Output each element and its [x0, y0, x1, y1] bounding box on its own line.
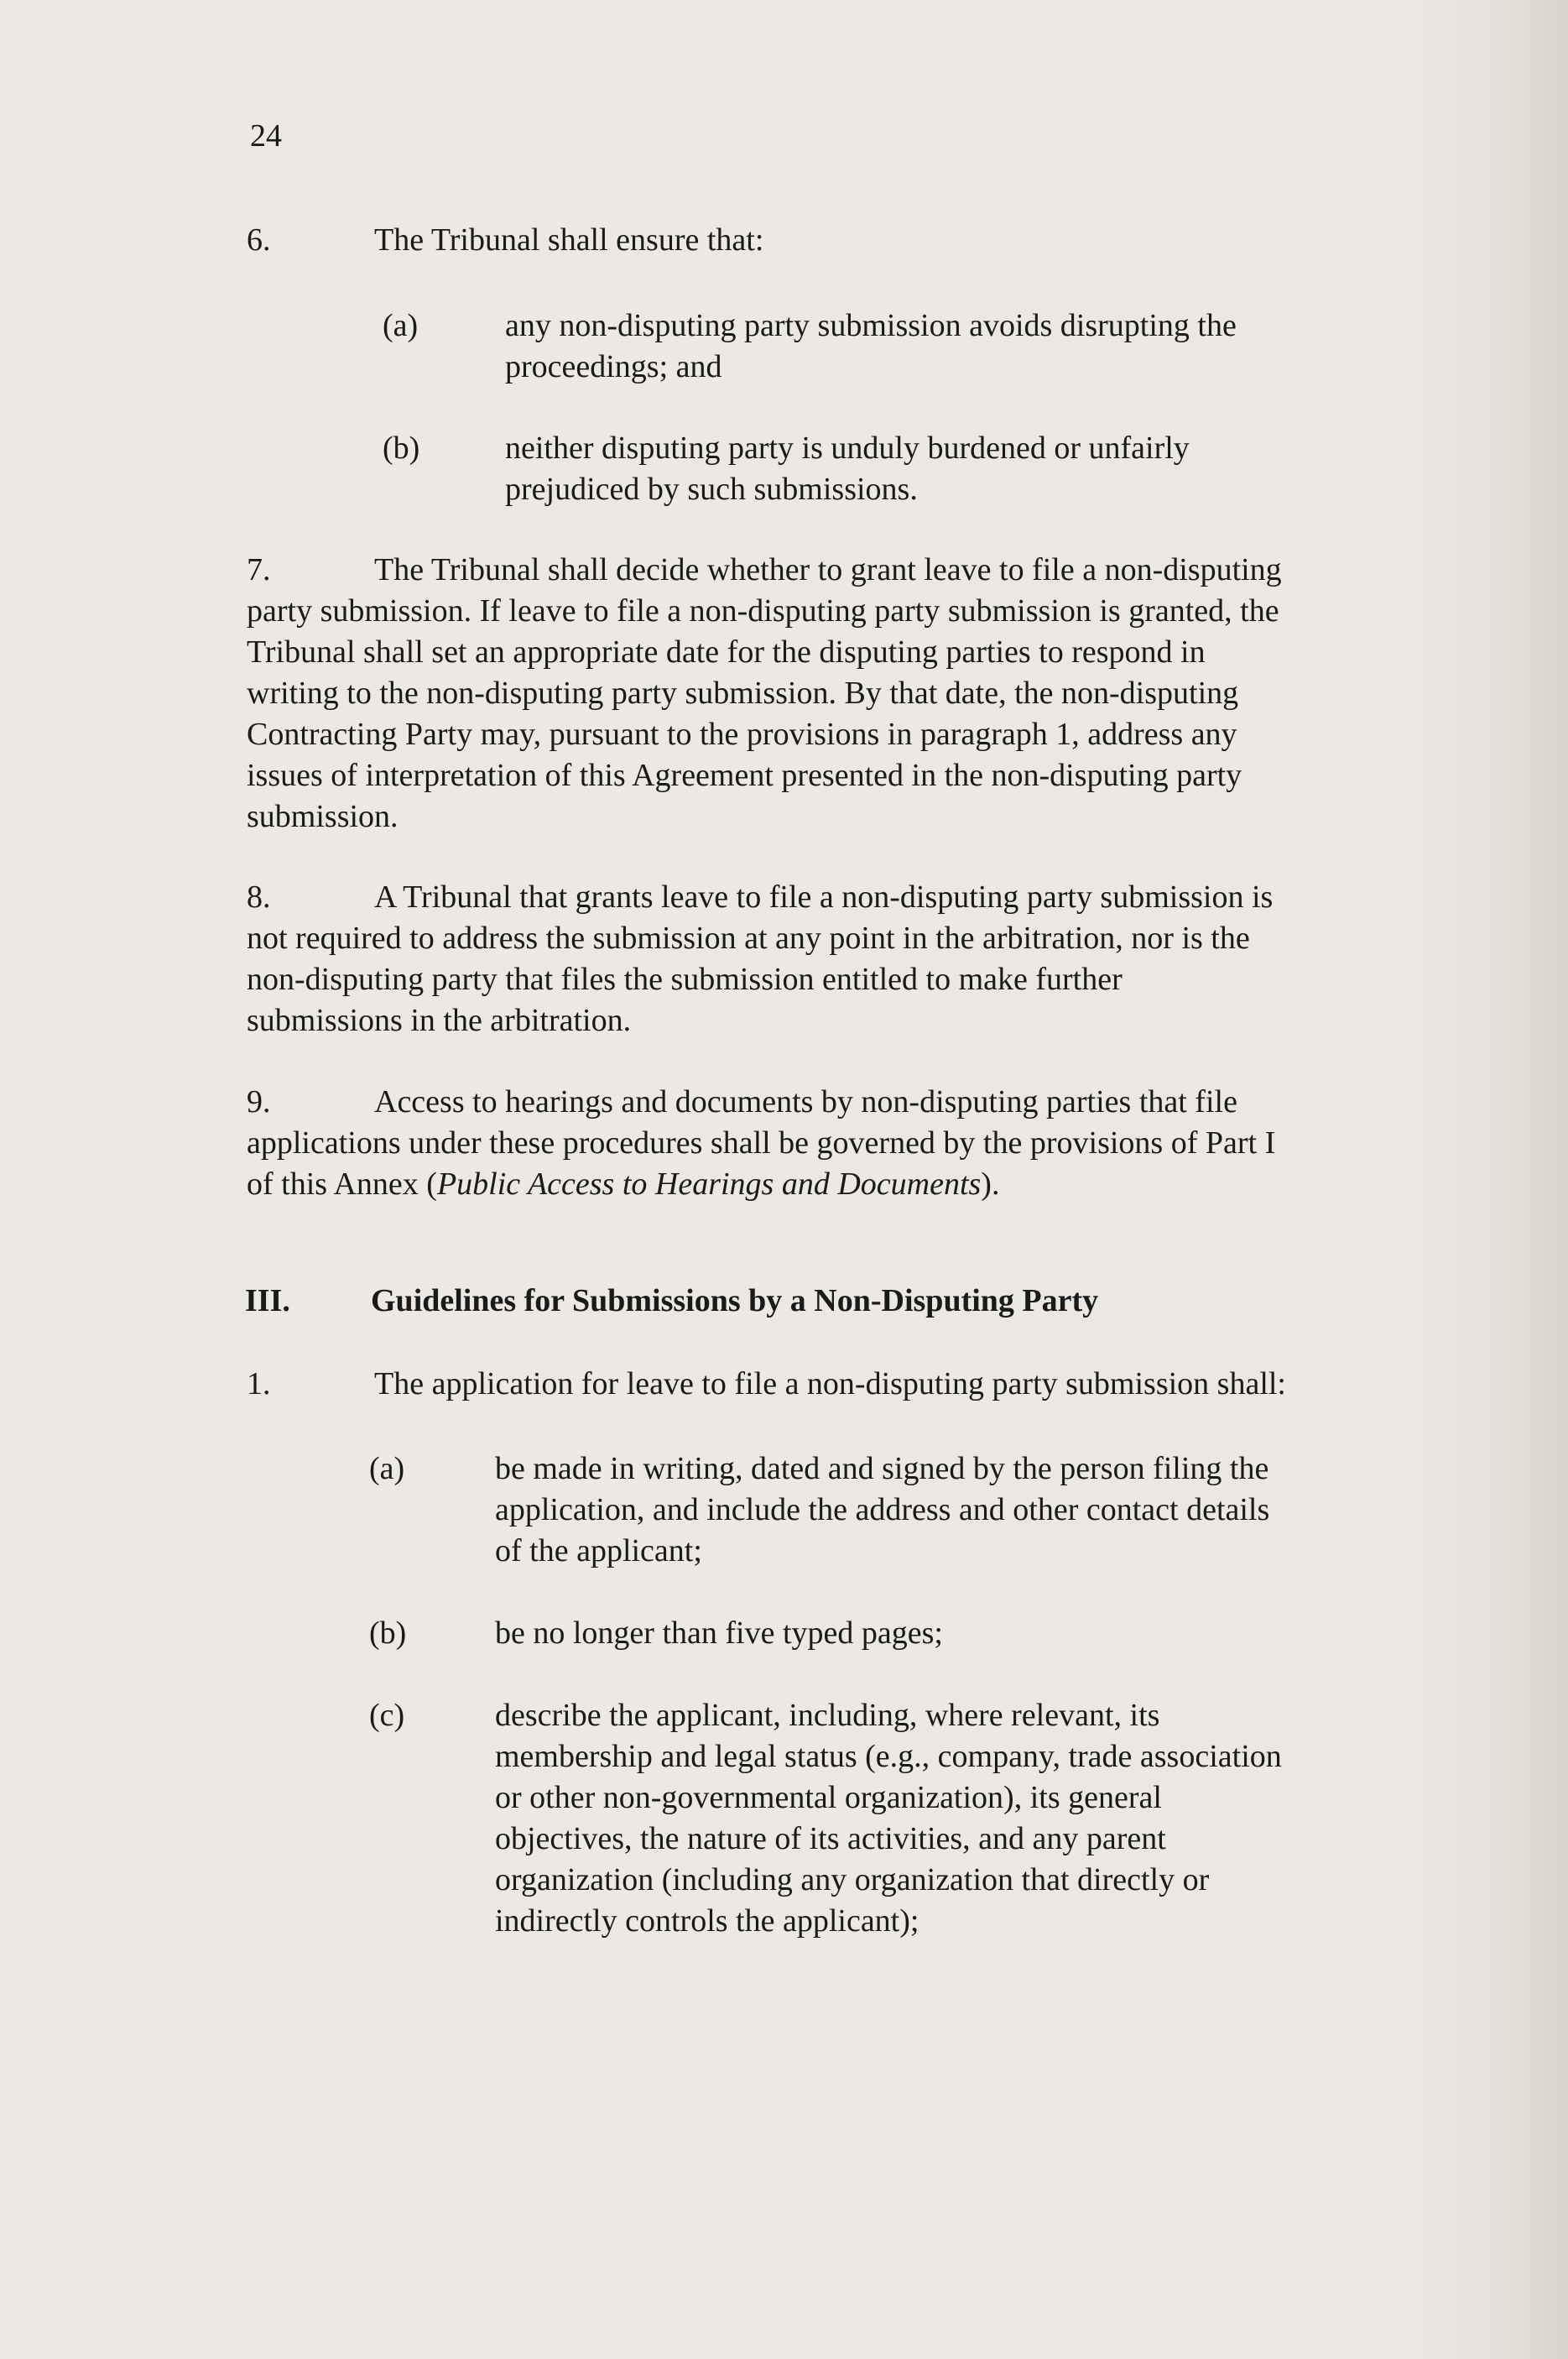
paragraph-7 — [247, 550, 1404, 838]
text-line: prejudiced by such submissions. — [505, 472, 918, 507]
text-line: not required to address the submission at any point in the arbitration, nor is the — [247, 921, 1250, 956]
text-line: submission. — [247, 799, 399, 834]
text-line: Access to hearings and documents by non-disputing parties that file — [374, 1084, 1237, 1119]
text-line: applications under these procedures shall be governed by the provisions of Part I — [247, 1125, 1276, 1161]
text-line — [247, 1164, 1404, 1205]
subitem-text — [495, 1448, 1435, 1572]
paragraph-number: 1. — [247, 1366, 271, 1401]
text-line: or other non-governmental organization), its general — [495, 1780, 1162, 1815]
paragraph-number: 7. — [247, 552, 271, 587]
text-line: describe the applicant, including, where relevant, its — [495, 1698, 1160, 1733]
text-fragment: ). — [981, 1166, 1000, 1202]
text-fragment: of this Annex ( — [247, 1166, 437, 1202]
text-line: writing to the non-disputing party submission. By that date, the non-disputing — [247, 676, 1239, 711]
text-line: organization (including any organization that directly or — [495, 1862, 1210, 1897]
text-line: Contracting Party may, pursuant to the provisions in paragraph 1, address any — [247, 717, 1237, 752]
paragraph-number: 6. — [247, 222, 271, 258]
section-number: III. — [245, 1283, 290, 1318]
subitem-label: (b) — [383, 431, 420, 466]
subitem-text — [505, 305, 1428, 388]
subitem-label: (b) — [369, 1615, 407, 1651]
text-line: objectives, the nature of its activities, and any parent — [495, 1821, 1166, 1856]
paragraph-text: The Tribunal shall ensure that: — [374, 222, 764, 258]
paragraph-text: The application for leave to file a non-disputing party submission shall: — [374, 1366, 1286, 1401]
subitem-label: (a) — [369, 1451, 405, 1486]
paragraph-6 — [247, 220, 1404, 261]
subitem-label: (c) — [369, 1698, 405, 1733]
paragraph-number: 8. — [247, 879, 271, 915]
text-line: be made in writing, dated and signed by the person filing the — [495, 1451, 1269, 1486]
paragraph-number: 9. — [247, 1084, 271, 1119]
text-line: issues of interpretation of this Agreement presented in the non-disputing party — [247, 758, 1242, 793]
section-title: Guidelines for Submissions by a Non-Disputing Party — [371, 1283, 1099, 1318]
text-line: The Tribunal shall decide whether to grant leave to file a non-disputing — [374, 552, 1282, 587]
text-line: non-disputing party that files the submission entitled to make further — [247, 962, 1123, 997]
text-line: Tribunal shall set an appropriate date for the disputing parties to respond in — [247, 634, 1206, 670]
subitem-text — [495, 1613, 1435, 1654]
paragraph-9 — [247, 1082, 1404, 1205]
text-line: indirectly controls the applicant); — [495, 1903, 919, 1939]
subitem-text — [505, 428, 1428, 510]
paragraph-8 — [247, 877, 1404, 1041]
text-line: be no longer than five typed pages; — [495, 1615, 943, 1651]
text-line: A Tribunal that grants leave to file a non-disputing party submission is — [374, 879, 1274, 915]
text-line: application, and include the address and other contact details — [495, 1492, 1270, 1527]
italic-reference: Public Access to Hearings and Documents — [436, 1166, 982, 1202]
text-line: submissions in the arbitration. — [247, 1003, 632, 1038]
text-line: of the applicant; — [495, 1533, 702, 1568]
text-line: any non-disputing party submission avoids disrupting the — [505, 308, 1237, 343]
text-line: proceedings; and — [505, 349, 722, 384]
paragraph-1 — [247, 1364, 1404, 1405]
page-number: 24 — [250, 118, 282, 154]
subitem-label: (a) — [383, 308, 419, 343]
text-line: party submission. If leave to file a non-disputing party submission is granted, the — [247, 593, 1279, 629]
subitem-text — [495, 1695, 1435, 1942]
text-line: membership and legal status (e.g., company, trade association — [495, 1739, 1282, 1774]
text-line: neither disputing party is unduly burdened or unfairly — [505, 431, 1190, 466]
